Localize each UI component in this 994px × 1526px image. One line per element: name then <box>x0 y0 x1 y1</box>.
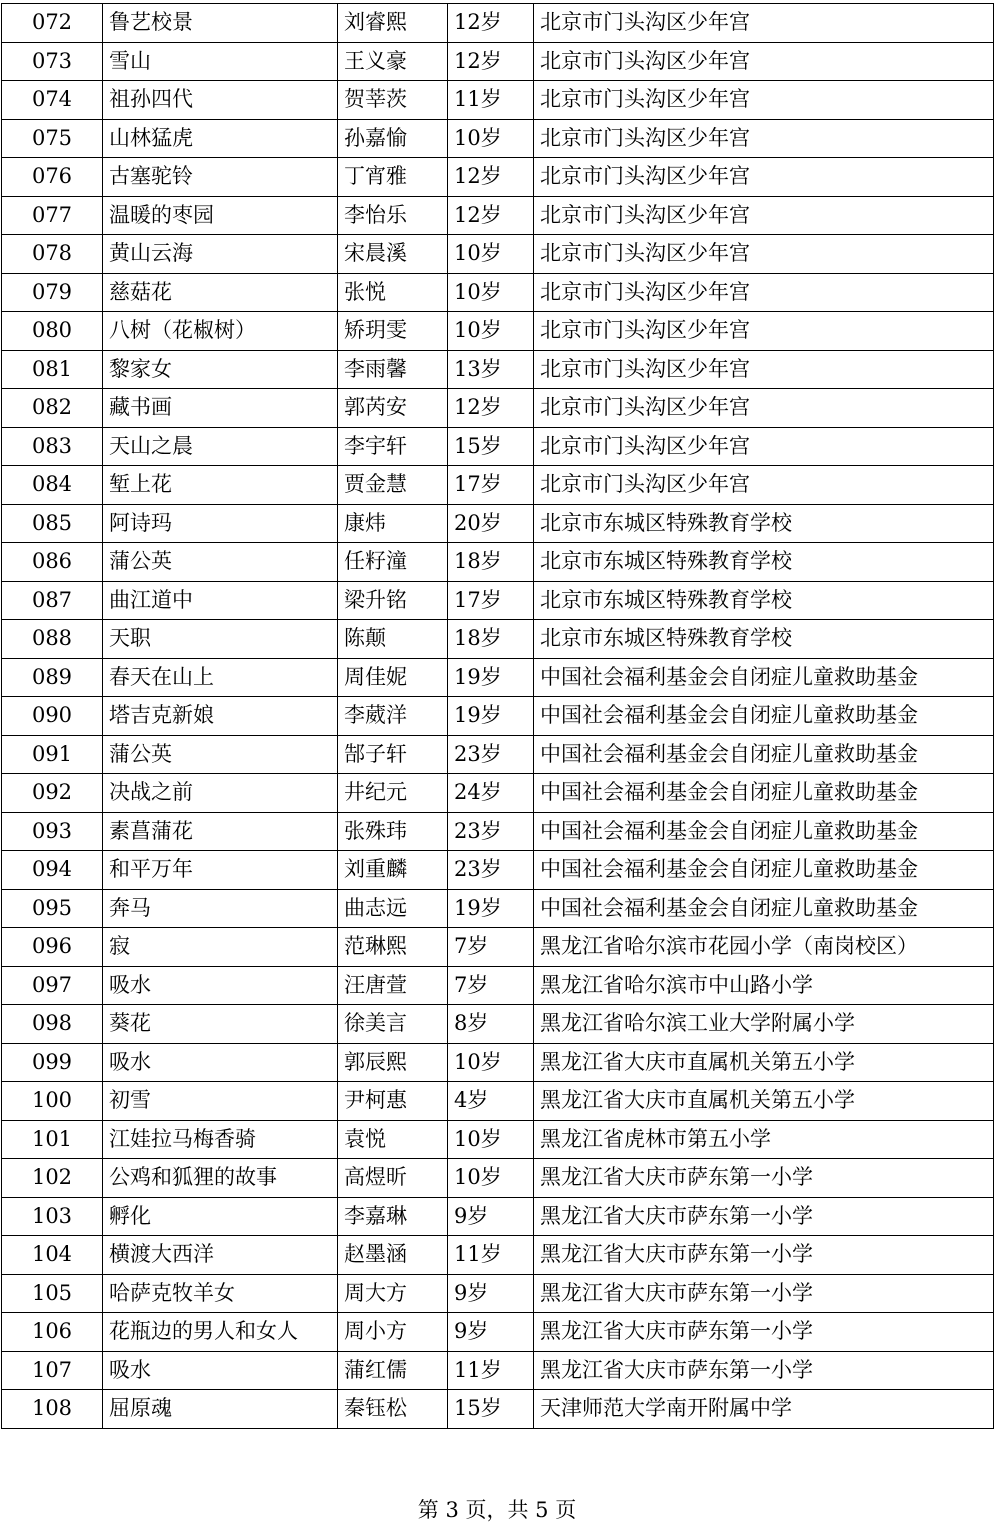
author-age-cell: 10岁 <box>448 1120 534 1159</box>
organization-cell: 天津师范大学南开附属中学 <box>534 1390 994 1429</box>
artwork-title-cell: 孵化 <box>103 1197 338 1236</box>
table-row <box>2 812 994 851</box>
entry-number-cell: 080 <box>2 312 103 351</box>
organization-cell: 北京市门头沟区少年宫 <box>534 273 994 312</box>
entry-number-cell: 088 <box>2 620 103 659</box>
organization-cell: 北京市东城区特殊教育学校 <box>534 620 994 659</box>
author-age-cell: 8岁 <box>448 1005 534 1044</box>
organization-cell: 北京市门头沟区少年宫 <box>534 42 994 81</box>
author-name-cell: 曲志远 <box>338 889 448 928</box>
organization-cell: 北京市东城区特殊教育学校 <box>534 581 994 620</box>
author-age-cell: 23岁 <box>448 812 534 851</box>
organization-cell: 黑龙江省大庆市萨东第一小学 <box>534 1197 994 1236</box>
artwork-title-cell: 鲁艺校景 <box>103 4 338 43</box>
organization-cell: 黑龙江省哈尔滨市花园小学（南岗校区） <box>534 928 994 967</box>
table-row <box>2 966 994 1005</box>
artwork-title-cell: 塔吉克新娘 <box>103 697 338 736</box>
author-name-cell: 高煜昕 <box>338 1159 448 1198</box>
author-age-cell: 10岁 <box>448 273 534 312</box>
entry-number-cell: 102 <box>2 1159 103 1198</box>
organization-cell: 中国社会福利基金会自闭症儿童救助基金 <box>534 812 994 851</box>
author-name-cell: 李雨馨 <box>338 350 448 389</box>
author-name-cell: 袁悦 <box>338 1120 448 1159</box>
organization-cell: 北京市门头沟区少年宫 <box>534 427 994 466</box>
entry-number-cell: 077 <box>2 196 103 235</box>
artwork-title-cell: 奔马 <box>103 889 338 928</box>
table-row <box>2 427 994 466</box>
artwork-title-cell: 花瓶边的男人和女人 <box>103 1313 338 1352</box>
author-name-cell: 周大方 <box>338 1274 448 1313</box>
artwork-title-cell: 公鸡和狐狸的故事 <box>103 1159 338 1198</box>
entry-number-cell: 105 <box>2 1274 103 1313</box>
author-age-cell: 4岁 <box>448 1082 534 1121</box>
author-age-cell: 11岁 <box>448 1351 534 1390</box>
entry-number-cell: 078 <box>2 235 103 274</box>
author-name-cell: 孙嘉愉 <box>338 119 448 158</box>
entry-number-cell: 076 <box>2 158 103 197</box>
author-age-cell: 11岁 <box>448 81 534 120</box>
author-name-cell: 康炜 <box>338 504 448 543</box>
table-row <box>2 350 994 389</box>
artwork-title-cell: 吸水 <box>103 1043 338 1082</box>
entry-number-cell: 083 <box>2 427 103 466</box>
author-name-cell: 李葳洋 <box>338 697 448 736</box>
artwork-title-cell: 曲江道中 <box>103 581 338 620</box>
author-age-cell: 10岁 <box>448 235 534 274</box>
organization-cell: 中国社会福利基金会自闭症儿童救助基金 <box>534 697 994 736</box>
table-row <box>2 273 994 312</box>
author-age-cell: 10岁 <box>448 119 534 158</box>
table-row <box>2 466 994 505</box>
table-row <box>2 1082 994 1121</box>
entry-number-cell: 092 <box>2 774 103 813</box>
author-age-cell: 12岁 <box>448 158 534 197</box>
table-row <box>2 235 994 274</box>
table-row <box>2 543 994 582</box>
table-row <box>2 119 994 158</box>
organization-cell: 北京市门头沟区少年宫 <box>534 119 994 158</box>
entry-number-cell: 072 <box>2 4 103 43</box>
author-age-cell: 15岁 <box>448 427 534 466</box>
organization-cell: 黑龙江省大庆市萨东第一小学 <box>534 1313 994 1352</box>
author-name-cell: 秦钰松 <box>338 1390 448 1429</box>
author-age-cell: 12岁 <box>448 196 534 235</box>
author-name-cell: 李宇轩 <box>338 427 448 466</box>
author-age-cell: 18岁 <box>448 620 534 659</box>
entry-number-cell: 073 <box>2 42 103 81</box>
author-name-cell: 宋晨溪 <box>338 235 448 274</box>
organization-cell: 北京市门头沟区少年宫 <box>534 466 994 505</box>
table-row <box>2 697 994 736</box>
artwork-title-cell: 山林猛虎 <box>103 119 338 158</box>
table-row <box>2 1390 994 1429</box>
author-name-cell: 王义豪 <box>338 42 448 81</box>
artwork-title-cell: 决战之前 <box>103 774 338 813</box>
author-age-cell: 17岁 <box>448 466 534 505</box>
table-row <box>2 1236 994 1275</box>
author-age-cell: 12岁 <box>448 389 534 428</box>
author-name-cell: 范琳熙 <box>338 928 448 967</box>
table-row <box>2 1313 994 1352</box>
artwork-title-cell: 黄山云海 <box>103 235 338 274</box>
organization-cell: 中国社会福利基金会自闭症儿童救助基金 <box>534 774 994 813</box>
author-age-cell: 18岁 <box>448 543 534 582</box>
entry-number-cell: 086 <box>2 543 103 582</box>
artwork-title-cell: 天山之晨 <box>103 427 338 466</box>
table-row <box>2 81 994 120</box>
artwork-title-cell: 初雪 <box>103 1082 338 1121</box>
organization-cell: 北京市门头沟区少年宫 <box>534 235 994 274</box>
organization-cell: 黑龙江省大庆市萨东第一小学 <box>534 1236 994 1275</box>
table-row <box>2 1120 994 1159</box>
organization-cell: 中国社会福利基金会自闭症儿童救助基金 <box>534 735 994 774</box>
artwork-title-cell: 葵花 <box>103 1005 338 1044</box>
organization-cell: 北京市门头沟区少年宫 <box>534 350 994 389</box>
author-age-cell: 13岁 <box>448 350 534 389</box>
author-name-cell: 贺莘茨 <box>338 81 448 120</box>
entry-number-cell: 074 <box>2 81 103 120</box>
organization-cell: 黑龙江省大庆市萨东第一小学 <box>534 1274 994 1313</box>
table-row <box>2 42 994 81</box>
entry-number-cell: 099 <box>2 1043 103 1082</box>
entry-number-cell: 087 <box>2 581 103 620</box>
organization-cell: 黑龙江省大庆市直属机关第五小学 <box>534 1082 994 1121</box>
entry-number-cell: 106 <box>2 1313 103 1352</box>
entry-number-cell: 095 <box>2 889 103 928</box>
entry-number-cell: 081 <box>2 350 103 389</box>
organization-cell: 黑龙江省大庆市萨东第一小学 <box>534 1159 994 1198</box>
table-row <box>2 889 994 928</box>
author-age-cell: 19岁 <box>448 697 534 736</box>
author-name-cell: 矫玥雯 <box>338 312 448 351</box>
author-age-cell: 10岁 <box>448 1043 534 1082</box>
author-age-cell: 19岁 <box>448 658 534 697</box>
artwork-title-cell: 温暖的枣园 <box>103 196 338 235</box>
artwork-title-cell: 蒲公英 <box>103 543 338 582</box>
entry-number-cell: 098 <box>2 1005 103 1044</box>
table-body <box>2 4 994 1429</box>
artwork-title-cell: 哈萨克牧羊女 <box>103 1274 338 1313</box>
entries-table <box>1 3 994 1429</box>
artwork-title-cell: 素菖蒲花 <box>103 812 338 851</box>
organization-cell: 黑龙江省虎林市第五小学 <box>534 1120 994 1159</box>
entry-number-cell: 090 <box>2 697 103 736</box>
artwork-title-cell: 阿诗玛 <box>103 504 338 543</box>
organization-cell: 中国社会福利基金会自闭症儿童救助基金 <box>534 889 994 928</box>
artwork-title-cell: 吸水 <box>103 966 338 1005</box>
artwork-title-cell: 慈菇花 <box>103 273 338 312</box>
artwork-title-cell: 横渡大西洋 <box>103 1236 338 1275</box>
table-row <box>2 928 994 967</box>
table-row <box>2 1197 994 1236</box>
table-row <box>2 1351 994 1390</box>
author-name-cell: 郭芮安 <box>338 389 448 428</box>
artwork-title-cell: 江娃拉马梅香骑 <box>103 1120 338 1159</box>
entry-number-cell: 085 <box>2 504 103 543</box>
entry-number-cell: 084 <box>2 466 103 505</box>
author-name-cell: 张悦 <box>338 273 448 312</box>
organization-cell: 黑龙江省大庆市直属机关第五小学 <box>534 1043 994 1082</box>
entry-number-cell: 093 <box>2 812 103 851</box>
entry-number-cell: 107 <box>2 1351 103 1390</box>
organization-cell: 黑龙江省哈尔滨工业大学附属小学 <box>534 1005 994 1044</box>
author-name-cell: 李怡乐 <box>338 196 448 235</box>
organization-cell: 北京市门头沟区少年宫 <box>534 4 994 43</box>
artwork-title-cell: 寂 <box>103 928 338 967</box>
author-age-cell: 19岁 <box>448 889 534 928</box>
entry-number-cell: 104 <box>2 1236 103 1275</box>
author-name-cell: 刘睿熙 <box>338 4 448 43</box>
artwork-title-cell: 屈原魂 <box>103 1390 338 1429</box>
artwork-title-cell: 藏书画 <box>103 389 338 428</box>
table-row <box>2 1005 994 1044</box>
artwork-title-cell: 黎家女 <box>103 350 338 389</box>
table-row <box>2 658 994 697</box>
artwork-title-cell: 蒲公英 <box>103 735 338 774</box>
author-age-cell: 7岁 <box>448 928 534 967</box>
author-age-cell: 10岁 <box>448 1159 534 1198</box>
entry-number-cell: 094 <box>2 851 103 890</box>
table-row <box>2 620 994 659</box>
author-name-cell: 陈颠 <box>338 620 448 659</box>
table-row <box>2 158 994 197</box>
author-age-cell: 12岁 <box>448 4 534 43</box>
author-name-cell: 郜子轩 <box>338 735 448 774</box>
table-row <box>2 4 994 43</box>
organization-cell: 中国社会福利基金会自闭症儿童救助基金 <box>534 851 994 890</box>
author-name-cell: 尹柯惠 <box>338 1082 448 1121</box>
organization-cell: 北京市门头沟区少年宫 <box>534 81 994 120</box>
author-age-cell: 9岁 <box>448 1197 534 1236</box>
author-name-cell: 蒲红儒 <box>338 1351 448 1390</box>
author-name-cell: 汪唐萱 <box>338 966 448 1005</box>
entry-number-cell: 089 <box>2 658 103 697</box>
table-row <box>2 1274 994 1313</box>
author-name-cell: 张殊玮 <box>338 812 448 851</box>
entry-number-cell: 096 <box>2 928 103 967</box>
table-row <box>2 389 994 428</box>
organization-cell: 黑龙江省哈尔滨市中山路小学 <box>534 966 994 1005</box>
artwork-title-cell: 八树（花椒树） <box>103 312 338 351</box>
artwork-title-cell: 雪山 <box>103 42 338 81</box>
table-row <box>2 581 994 620</box>
author-name-cell: 贾金慧 <box>338 466 448 505</box>
artwork-title-cell: 吸水 <box>103 1351 338 1390</box>
author-age-cell: 15岁 <box>448 1390 534 1429</box>
table-row <box>2 1159 994 1198</box>
author-age-cell: 10岁 <box>448 312 534 351</box>
table-row <box>2 504 994 543</box>
entry-number-cell: 082 <box>2 389 103 428</box>
author-age-cell: 9岁 <box>448 1274 534 1313</box>
entry-number-cell: 075 <box>2 119 103 158</box>
entry-number-cell: 108 <box>2 1390 103 1429</box>
page-footer: 第 3 页，共 5 页 <box>417 1498 577 1522</box>
author-name-cell: 周佳妮 <box>338 658 448 697</box>
author-age-cell: 7岁 <box>448 966 534 1005</box>
author-name-cell: 任籽潼 <box>338 543 448 582</box>
artwork-title-cell: 堑上花 <box>103 466 338 505</box>
author-name-cell: 梁升铭 <box>338 581 448 620</box>
organization-cell: 北京市门头沟区少年宫 <box>534 158 994 197</box>
organization-cell: 北京市门头沟区少年宫 <box>534 389 994 428</box>
entry-number-cell: 097 <box>2 966 103 1005</box>
artwork-title-cell: 春天在山上 <box>103 658 338 697</box>
author-name-cell: 徐美言 <box>338 1005 448 1044</box>
author-age-cell: 9岁 <box>448 1313 534 1352</box>
entry-number-cell: 091 <box>2 735 103 774</box>
author-name-cell: 赵墨涵 <box>338 1236 448 1275</box>
author-name-cell: 井纪元 <box>338 774 448 813</box>
author-name-cell: 丁宵雅 <box>338 158 448 197</box>
table-row <box>2 774 994 813</box>
author-age-cell: 24岁 <box>448 774 534 813</box>
organization-cell: 中国社会福利基金会自闭症儿童救助基金 <box>534 658 994 697</box>
table-row <box>2 196 994 235</box>
table-row <box>2 1043 994 1082</box>
artwork-title-cell: 天职 <box>103 620 338 659</box>
artwork-title-cell: 和平万年 <box>103 851 338 890</box>
table-row <box>2 735 994 774</box>
entry-number-cell: 079 <box>2 273 103 312</box>
organization-cell: 北京市门头沟区少年宫 <box>534 312 994 351</box>
organization-cell: 黑龙江省大庆市萨东第一小学 <box>534 1351 994 1390</box>
author-age-cell: 23岁 <box>448 851 534 890</box>
organization-cell: 北京市东城区特殊教育学校 <box>534 543 994 582</box>
organization-cell: 北京市东城区特殊教育学校 <box>534 504 994 543</box>
author-name-cell: 李嘉琳 <box>338 1197 448 1236</box>
author-age-cell: 23岁 <box>448 735 534 774</box>
author-age-cell: 20岁 <box>448 504 534 543</box>
author-age-cell: 11岁 <box>448 1236 534 1275</box>
author-name-cell: 周小方 <box>338 1313 448 1352</box>
table-row <box>2 312 994 351</box>
artwork-title-cell: 祖孙四代 <box>103 81 338 120</box>
author-name-cell: 郭辰熙 <box>338 1043 448 1082</box>
artwork-title-cell: 古塞驼铃 <box>103 158 338 197</box>
organization-cell: 北京市门头沟区少年宫 <box>534 196 994 235</box>
table-row <box>2 851 994 890</box>
author-age-cell: 12岁 <box>448 42 534 81</box>
entry-number-cell: 103 <box>2 1197 103 1236</box>
entry-number-cell: 101 <box>2 1120 103 1159</box>
author-name-cell: 刘重麟 <box>338 851 448 890</box>
entry-number-cell: 100 <box>2 1082 103 1121</box>
author-age-cell: 17岁 <box>448 581 534 620</box>
